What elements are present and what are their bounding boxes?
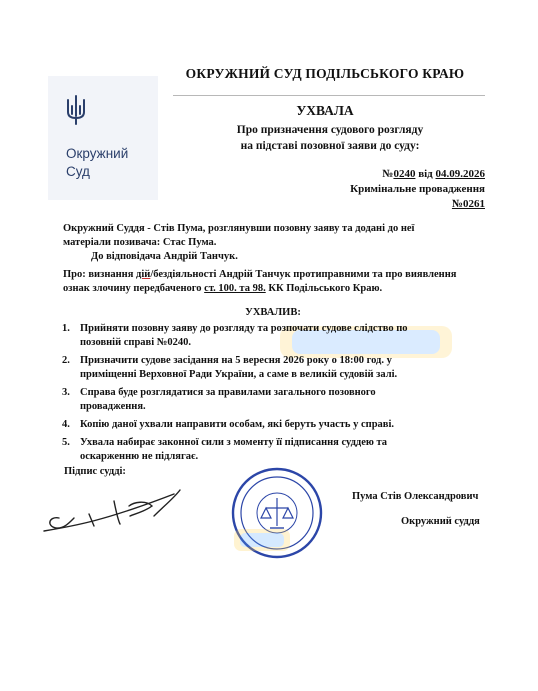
trident-icon bbox=[65, 94, 87, 126]
case-number: 0240 bbox=[393, 168, 416, 180]
document-subtitle bbox=[180, 122, 480, 154]
decision-line1: Копію даної ухвали направити особам, які беруть участь у справі. bbox=[80, 419, 394, 430]
court-logo-line2: Суд bbox=[66, 164, 90, 179]
decision-line2: провадження. bbox=[80, 401, 146, 412]
decision-list bbox=[62, 322, 482, 468]
decision-line1: Прийняти позовну заяву до розгляду та розпочати судове слідство по bbox=[80, 323, 408, 334]
case-meta bbox=[350, 167, 485, 212]
case-number-prefix: № bbox=[382, 168, 394, 180]
subtitle-line1: Про призначення судового розгляду bbox=[236, 124, 424, 136]
decision-number: 1. bbox=[62, 323, 70, 334]
decision-item bbox=[62, 322, 482, 350]
decision-number: 2. bbox=[62, 355, 70, 366]
decision-item bbox=[62, 354, 482, 382]
decision-number: 4. bbox=[62, 419, 70, 430]
decision-line1: Справа буде розглядатися за правилами загального позовного bbox=[80, 387, 376, 398]
decision-number: 5. bbox=[62, 437, 70, 448]
judge-name: Пума Стів Олександрович bbox=[352, 491, 479, 502]
court-title: ОКРУЖНИЙ СУД ПОДІЛЬСЬКОГО КРАЮ bbox=[185, 66, 465, 81]
intro-line2: матеріали позивача: Стас Пума. bbox=[63, 237, 217, 248]
court-logo-text bbox=[66, 145, 128, 181]
judge-signature bbox=[34, 476, 184, 546]
subject-part2: /бездіяльності Андрій Танчук протиправними та про виявлення bbox=[150, 269, 457, 280]
document-type: УХВАЛА bbox=[296, 103, 354, 118]
intro-line3: До відповідача Андрій Танчук. bbox=[91, 251, 238, 262]
decision-line1: Ухвала набирає законної сили з моменту її підписання суддею та bbox=[80, 437, 388, 448]
decision-item bbox=[62, 418, 482, 432]
subject-line1 bbox=[63, 268, 483, 282]
decision-line1: Призначити судове засідання на 5 вересня 2026 року о 18:00 год. у bbox=[80, 355, 392, 366]
judge-position: Окружний суддя bbox=[401, 516, 480, 527]
decision-item bbox=[62, 386, 482, 414]
intro-line1: Окружний Суддя - Стів Пума, розглянувши позовну заяву та додані до неї bbox=[63, 223, 415, 234]
signature-label: Підпис судді: bbox=[64, 466, 126, 477]
seal-watermark bbox=[230, 525, 294, 555]
proceeding-label: Кримінальне провадження bbox=[350, 183, 485, 195]
subject-line2 bbox=[63, 282, 483, 296]
case-number-line bbox=[350, 167, 485, 182]
subject-part1: Про: визнання bbox=[63, 269, 137, 280]
decided-heading: УХВАЛИВ: bbox=[245, 307, 301, 318]
subject-articles: ст. 100. та 98. bbox=[204, 283, 266, 294]
subtitle-line2: на підставі позовної заяви до суду: bbox=[240, 140, 420, 152]
header-divider bbox=[173, 95, 485, 96]
decision-line2: оскарженню не підлягає. bbox=[80, 451, 199, 462]
case-date-prefix: від bbox=[418, 168, 433, 180]
case-date: 04.09.2026 bbox=[435, 168, 485, 180]
subject-line2-part2: КК Подільського Краю. bbox=[265, 283, 383, 294]
decision-number: 3. bbox=[62, 387, 70, 398]
subject-underlined-word: дій bbox=[136, 269, 151, 280]
subject-line2-part1: ознак злочину передбаченого bbox=[63, 283, 205, 294]
subject-paragraph bbox=[63, 268, 483, 296]
decision-line2: позовній справі №0240. bbox=[80, 337, 191, 348]
court-logo-line1: Окружний bbox=[66, 146, 129, 161]
decision-item bbox=[62, 436, 482, 464]
intro-paragraph bbox=[63, 222, 483, 264]
decision-line2: приміщенні Верховної Ради України, а саме в великій судовій залі. bbox=[80, 369, 398, 380]
proceeding-number: №0261 bbox=[451, 198, 485, 210]
